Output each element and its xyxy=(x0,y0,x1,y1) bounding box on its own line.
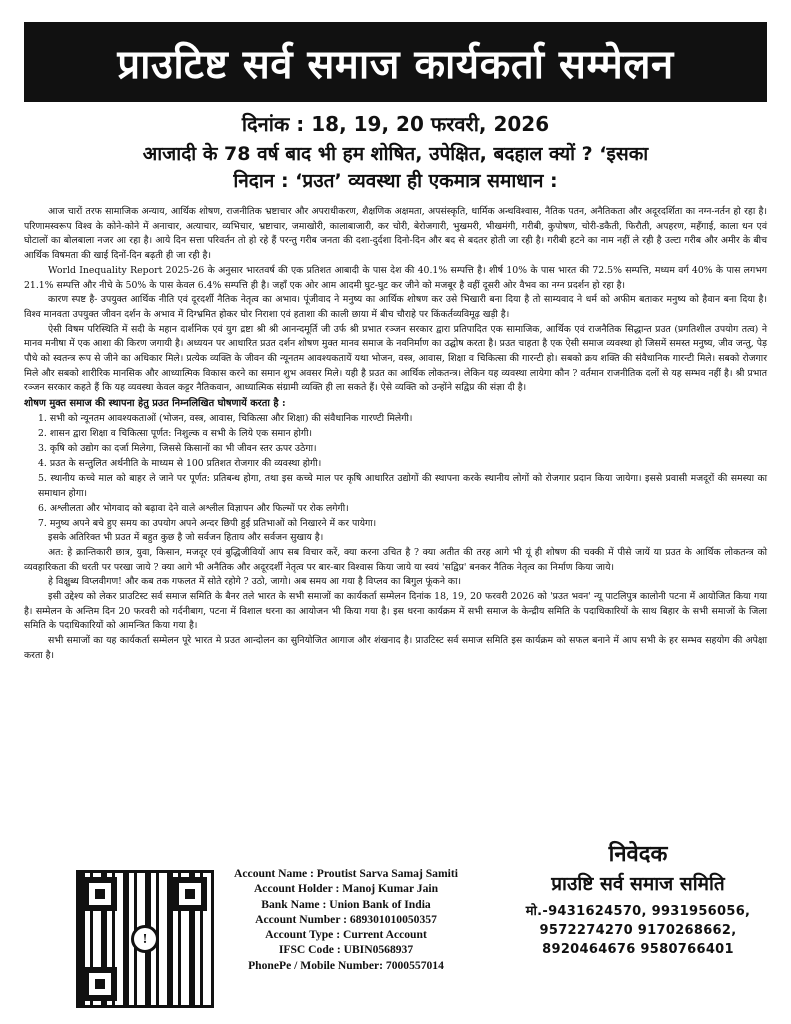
phone-line-2: 9572274270 9170268662, xyxy=(539,923,737,938)
account-number: Account Number : 689301010050357 xyxy=(255,912,437,926)
list-item: 6. अश्लीलता और भोगवाद को बढ़ावा देने वाले अश्लील विज्ञापन और फिल्मों पर रोक लगेगी। xyxy=(38,503,349,515)
signature-label: निवेदक xyxy=(608,842,668,867)
list-item: 7. मनुष्य अपने बचे हुए समय का उपयोग अपने अन्दर छिपी हुई प्रतिभाओं को निखारने में कर पायेगा। xyxy=(38,518,377,530)
payment-qr-code xyxy=(76,870,214,1008)
qr-logo-icon: ! xyxy=(131,925,159,953)
phone-line-1: मो.-9431624570, 9931956056, xyxy=(525,904,751,919)
paragraph-appeal: अत: हे क्रान्तिकारी छात्र, युवा, किसान, मजदूर एवं बुद्धिजीवियों आप सब विचार करें, क्या करना उचित है ? क्या अतीत की तरह आगे भी यूं ही शोषण की चक्की में पीसे जायें या प्रउत के आर्थिक लोकतन्त्र को व्यवहारिकता की धरती पर परखा जाये ? क्या आगे भी अनैतिक और अदूरदर्शी नेतृत्व पर बार-बार विश्वास किया जाये या स्वयं 'सद्विप्र' बनकर नैतिक नेतृत्व का निर्माण किया जाये। xyxy=(24,546,767,573)
list-item: 4. प्रउत के सन्तुलित अर्थनीति के माध्यम से 100 प्रतिशत रोजगार की व्यवस्था होगी। xyxy=(38,458,322,470)
account-name: Account Name : Proutist Sarva Samaj Samiti xyxy=(234,867,458,880)
declarations-list xyxy=(24,411,767,531)
list-item: 3. कृषि को उद्योग का दर्जा मिलेगा, जिससे किसानों का भी जीवन स्तर ऊपर उठेगा। xyxy=(38,443,317,455)
bank-details xyxy=(220,866,472,973)
event-date: दिनांक : 18, 19, 20 फरवरी, 2026 xyxy=(241,112,550,136)
organization-name: प्राउष्टि सर्व समाज समिति xyxy=(551,873,725,895)
qr-finder-icon xyxy=(173,877,207,911)
paragraph-event: इसी उद्देश्य को लेकर प्राउटिस्ट सर्व समाज समिति के बैनर तले भारत के सभी समाजों का कार्यकर्ता सम्मेलन दिनांक 18, 19, 20 फरवरी 2026 को 'प्रउत भवन' न्यू पाटलिपुत्र कालोनी पटना में आयोजित किया गया है। सम्मेलन के अन्तिम दिन 20 फरवरी को गर्दनीबाग, पटना में विशाल धरना का आयोजन भी किया गया है। इस धरना कार्यक्रम में सभी समाज के केन्द्रीय समिति के पदाधिकारियों के साथ बिहार के सभी समाजों के जिला समिति के पदाधिकारियों को आमन्त्रित किया गया है। xyxy=(24,590,767,632)
headline-line-2: निदान : ‘प्रउत’ व्यवस्था ही एकमात्र समाधान : xyxy=(233,170,558,192)
qr-finder-icon xyxy=(83,967,117,1001)
paragraph-intro: आज चारों तरफ सामाजिक अन्याय, आर्थिक शोषण, राजनीतिक भ्रष्टाचार और अपराधीकरण, शैक्षणिक अक्षमता, अपसंस्कृति, धार्मिक अन्धविश्वास, नैतिक पतन, अनैतिकता और अदूरदर्शिता का नग्न-नर्तन हो रहा है। परिणामस्वरूप विश्व के कोने-कोने में अनाचार, अत्याचार, व्यभिचार, भ्रष्टाचार, जमाखोरी, कालाबाजारी, कर चोरी, बेरोजगारी, भुखमरी, भीखमंगी, गरीबी, कुपोषण, चोरी-डकैती, फिरौती, अपहरण, महँगाई, काला धन एवं घोटालों का बोलबाला नजर आ रहा है। आये दिन सत्ता परिवर्तन तो हो रहे हैं परन्तु गरीब जनता की दशा-दुर्दशा दिनो-दिन और बद से बदतर होती जा रही है। गरीबी हटने का नाम नहीं ले रही है उल्टा गरीब और अमीर के बीच आर्थिक विषमता की खाई दिनों-दिन बढ़ती ही जा रही है। xyxy=(24,206,767,262)
declarations-heading: शोषण मुक्त समाज की स्थापना हेतु प्रउत निम्नलिखित घोषणायें करता है : xyxy=(24,398,286,410)
paragraph-prout: ऐसी विषम परिस्थिति में सदी के महान दार्शनिक एवं युग द्रष्टा श्री श्री आनन्दमूर्ति जी उर्फ श्री प्रभात रञ्जन सरकार द्वारा प्रतिपादित एक सामाजिक, आर्थिक एवं राजनैतिक सिद्धान्त प्रउत (प्रगतिशील उपयोग तत्व) ने मानव मनीषा में एक आशा की किरण जगायी है। अध्ययन पर आधारित प्रउत दर्शन शोषण मुक्त मानव समाज के नवनिर्माण का उद्घोष करता है। प्रउत चाहता है एक ऐसी समाज व्यवस्था हो जिसमें समस्त मनुष्य, जीव जन्तु, पेड़ पौधे को स्वतन्त्र रूप से जीने का अधिकार मिले। प्रत्येक व्यक्ति के जीवन की न्यूनतम आवश्यकतायें यथा भोजन, वस्त्र, आवास, शिक्षा व चिकित्सा की गारन्टी हो। सबको क्रय शक्ति की संवैधानिक गारन्टी मिले। सबको रोजगार मिले और सबको शारीरिक मानसिक और आध्यात्मिक विकास करने का समान शुभ अवसर मिले। यही है प्रउत का आर्थिक लोकतन्त्र। लेकिन यह व्यवस्था लायेगा कौन ? वर्तमान राजनीतिक दलों से यह सम्भव नहीं है। श्री प्रभात रञ्जन सरकार कहते हैं कि यह व्यवस्था केवल कट्टर नैतिकवान, आध्यात्मिक संग्रामी व्यक्ति ही ला सकते हैं। ऐसे व्यक्ति को उन्होंने सद्विप्र की संज्ञा दी है। xyxy=(24,323,767,394)
title-banner xyxy=(24,22,767,102)
account-type: Account Type : Current Account xyxy=(265,928,427,942)
contact-numbers xyxy=(513,902,763,959)
paragraph-additional: इसके अतिरिक्त भी प्रउत में बहुत कुछ है जो सर्वजन हिताय और सर्वजन सुखाय है। xyxy=(48,532,324,544)
paragraph-cause: कारण स्पष्ट है- उपयुक्त आर्थिक नीति एवं दूरदर्शी नैतिक नेतृत्व का अभाव। पूंजीवाद ने मनुष्य का आर्थिक शोषण कर उसे भिखारी बना दिया है तो साम्यवाद ने धर्म को अफीम बताकर मनुष्य को हैवान बना दिया है। विश्व मानवता उपयुक्त जीवन दर्शन के अभाव में दिग्भ्रमित होकर घोर निराशा एवं हताशा की काली छाया में बीच चौराहे पर किंकर्तव्यविमूढ़ खड़ी है। xyxy=(24,294,767,320)
phonepe-number: PhonePe / Mobile Number: 7000557014 xyxy=(248,958,444,972)
qr-finder-icon xyxy=(83,877,117,911)
list-item: 1. सभी को न्यूनतम आवश्यकताओं (भोजन, वस्त्र, आवास, चिकित्सा और शिक्षा) की संवैधानिक गारण्टी मिलेगी। xyxy=(38,413,413,425)
phone-line-3: 8920464676 9580766401 xyxy=(542,942,734,957)
footer xyxy=(24,842,767,1012)
headline xyxy=(24,141,767,195)
paragraph-call: हे विक्षुब्ध विप्लवीगण! और कब तक गफलत में सोते रहोगे ? उठो, जागो। अब समय आ गया है विप्लव का बिगुल फूंकने का। xyxy=(48,576,462,588)
list-item: 5. स्थानीय कच्चे माल को बाहर ले जाने पर पूर्णत: प्रतिबन्ध होगा, तथा इस कच्चे माल पर कृषि आधारित उद्योगों की स्थापना करके स्थानीय लोगों को रोजगार प्रदान किया जायेगा। इससे प्रवासी मजदूरों की समस्या का समाधान होगा। xyxy=(38,473,767,500)
bank-name: Bank Name : Union Bank of India xyxy=(261,897,431,911)
body-text xyxy=(24,205,767,663)
list-item: 2. शासन द्वारा शिक्षा व चिकित्सा पूर्णत: निशुल्क व सभी के लिये एक समान होगी। xyxy=(38,428,313,440)
account-holder: Account Holder : Manoj Kumar Jain xyxy=(253,882,439,896)
signature-block xyxy=(513,840,763,959)
ifsc-code: IFSC Code : UBIN0568937 xyxy=(278,943,414,957)
paragraph-inequality: World Inequality Report 2025-26 के अनुसार भारतवर्ष की एक प्रतिशत आबादी के पास देश की 40.1% सम्पत्ति है। शीर्ष 10% के पास भारत की 72.5% सम्पत्ति, मध्यम वर्ग 40% के पास लगभग 21.1% सम्पत्ति और नीचे के 50% के पास केवल 6.4% सम्पत्ति ही है। जहाँ एक ओर आम आदमी घुट-घुट कर जीने को मजबूर है वहीं दूसरी ओर वैभव का नग्न प्रदर्शन हो रहा है। xyxy=(24,264,767,291)
paragraph-closing: सभी समाजों का यह कार्यकर्ता सम्मेलन पूरे भारत मे प्रउत आन्दोलन का सुनियोजित आगाज और शंखनाद है। प्राउटिस्ट सर्व समाज समिति इस कार्यक्रम को सफल बनाने में आप सभी के हर सम्भव सहयोग की अपेक्षा करता है। xyxy=(24,635,767,661)
headline-line-1: आजादी के 78 वर्ष बाद भी हम शोषित, उपेक्षित, बदहाल क्यों ? ‘इसका xyxy=(142,143,649,165)
page-title: प्राउटिष्ट सर्व समाज कार्यकर्ता सम्मेलन xyxy=(117,41,674,88)
